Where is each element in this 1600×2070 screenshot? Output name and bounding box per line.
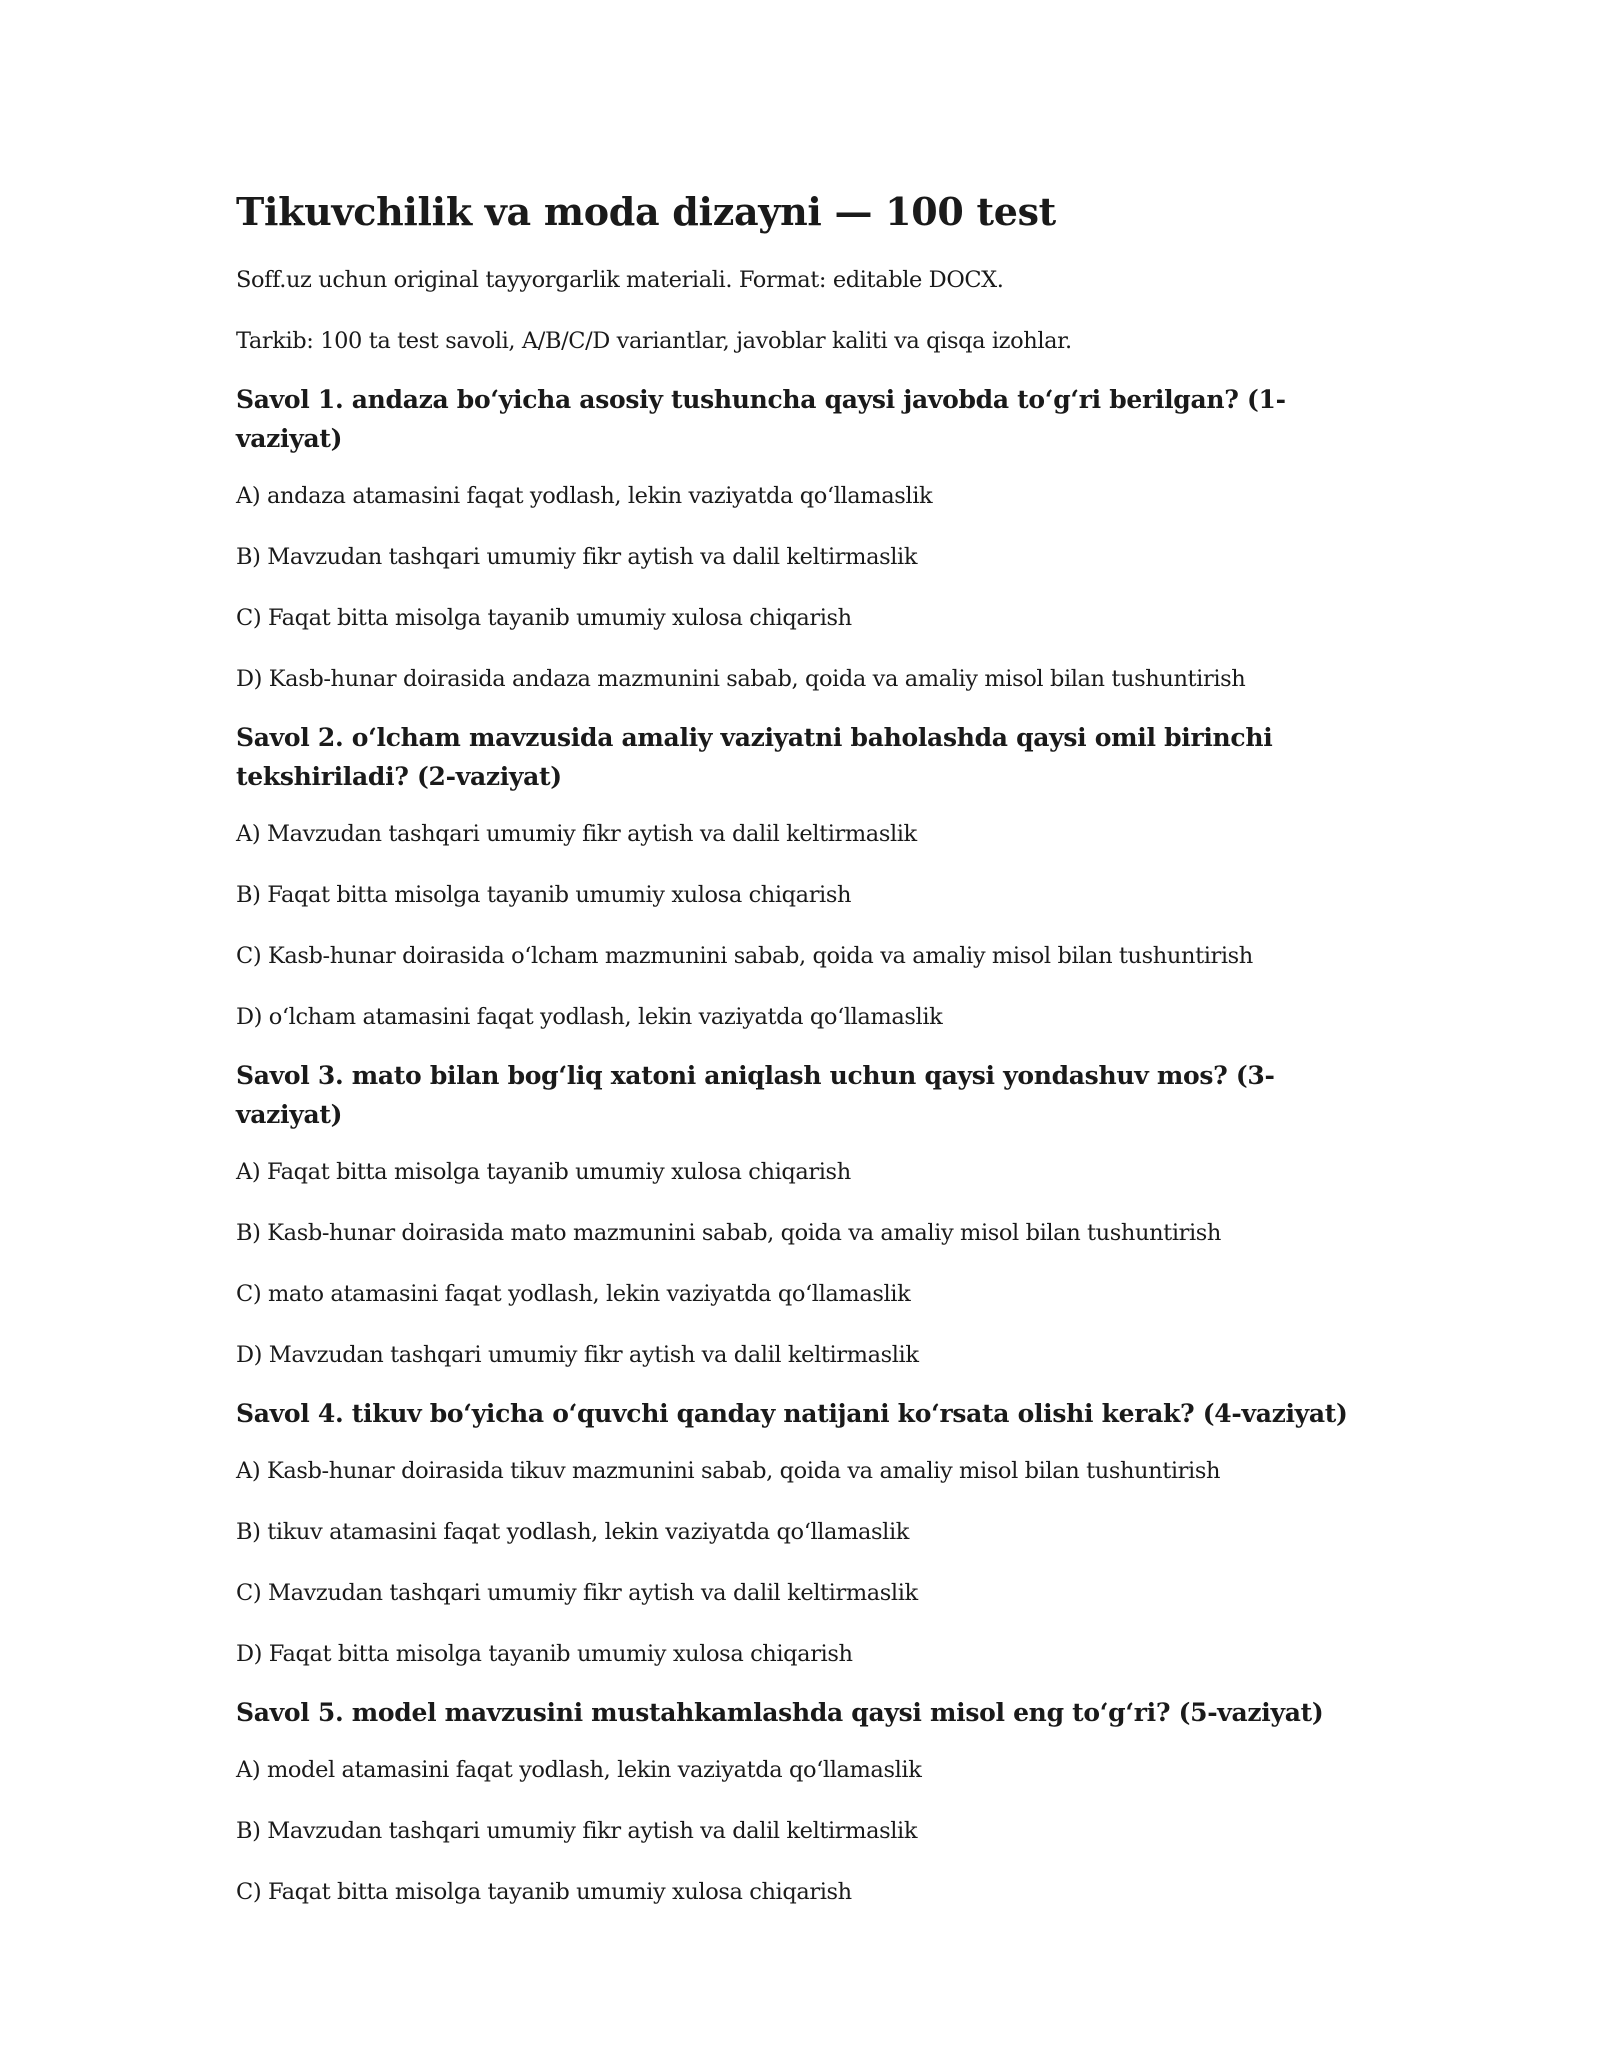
answer-option: D) Kasb-hunar doirasida andaza mazmunini sabab, qoida va amaliy misol bilan tushuntirish: [236, 666, 1246, 692]
question-block: [236, 1693, 1376, 1909]
intro-paragraph: Soff.uz uchun original tayyorgarlik materiali. Format: editable DOCX.: [236, 267, 1004, 293]
intro-paragraph: Tarkib: 100 ta test savoli, A/B/C/D variantlar, javoblar kaliti va qisqa izohlar.: [236, 328, 1072, 354]
answer-option: C) Kasb-hunar doirasida o‘lcham mazmunini sabab, qoida va amaliy misol bilan tushuntirish: [236, 943, 1253, 969]
answer-option: A) model atamasini faqat yodlash, lekin vaziyatda qo‘llamaslik: [236, 1757, 922, 1783]
answer-option: A) Kasb-hunar doirasida tikuv mazmunini sabab, qoida va amaliy misol bilan tushuntirish: [236, 1458, 1221, 1484]
answer-option: B) Faqat bitta misolga tayanib umumiy xulosa chiqarish: [236, 882, 852, 908]
question-block: [236, 1056, 1376, 1372]
answer-option: C) Faqat bitta misolga tayanib umumiy xulosa chiqarish: [236, 605, 852, 631]
answer-option: A) Mavzudan tashqari umumiy fikr aytish va dalil keltirmaslik: [236, 821, 917, 847]
document-title: Tikuvchilik va moda dizayni — 100 test: [236, 189, 1056, 234]
question-heading: Savol 2. o‘lcham mavzusida amaliy vaziyatni baholashda qaysi omil birinchi tekshiriladi? (2-vaziyat): [236, 723, 1273, 791]
answer-option: C) mato atamasini faqat yodlash, lekin vaziyatda qo‘llamaslik: [236, 1281, 911, 1307]
answer-option: A) andaza atamasini faqat yodlash, lekin vaziyatda qo‘llamaslik: [236, 483, 933, 509]
question-block: [236, 1394, 1376, 1671]
answer-option: B) Mavzudan tashqari umumiy fikr aytish va dalil keltirmaslik: [236, 1818, 918, 1844]
document-page: [236, 186, 1376, 1937]
question-heading: Savol 1. andaza bo‘yicha asosiy tushuncha qaysi javobda to‘g‘ri berilgan? (1-vaziyat): [236, 385, 1286, 453]
answer-option: A) Faqat bitta misolga tayanib umumiy xulosa chiqarish: [236, 1159, 851, 1185]
question-heading: Savol 5. model mavzusini mustahkamlashda qaysi misol eng to‘g‘ri? (5-vaziyat): [236, 1698, 1324, 1727]
answer-option: C) Faqat bitta misolga tayanib umumiy xulosa chiqarish: [236, 1879, 852, 1905]
answer-option: B) Mavzudan tashqari umumiy fikr aytish va dalil keltirmaslik: [236, 544, 918, 570]
answer-option: B) Kasb-hunar doirasida mato mazmunini sabab, qoida va amaliy misol bilan tushuntirish: [236, 1220, 1222, 1246]
answer-option: D) o‘lcham atamasini faqat yodlash, lekin vaziyatda qo‘llamaslik: [236, 1004, 943, 1030]
answer-option: B) tikuv atamasini faqat yodlash, lekin vaziyatda qo‘llamaslik: [236, 1519, 909, 1545]
answer-option: D) Faqat bitta misolga tayanib umumiy xulosa chiqarish: [236, 1641, 853, 1667]
question-heading: Savol 3. mato bilan bog‘liq xatoni aniqlash uchun qaysi yondashuv mos? (3-vaziyat): [236, 1061, 1275, 1129]
question-block: [236, 380, 1376, 696]
answer-option: D) Mavzudan tashqari umumiy fikr aytish va dalil keltirmaslik: [236, 1342, 919, 1368]
question-heading: Savol 4. tikuv bo‘yicha o‘quvchi qanday natijani ko‘rsata olishi kerak? (4-vaziyat): [236, 1399, 1348, 1428]
question-block: [236, 718, 1376, 1034]
answer-option: C) Mavzudan tashqari umumiy fikr aytish va dalil keltirmaslik: [236, 1580, 918, 1606]
